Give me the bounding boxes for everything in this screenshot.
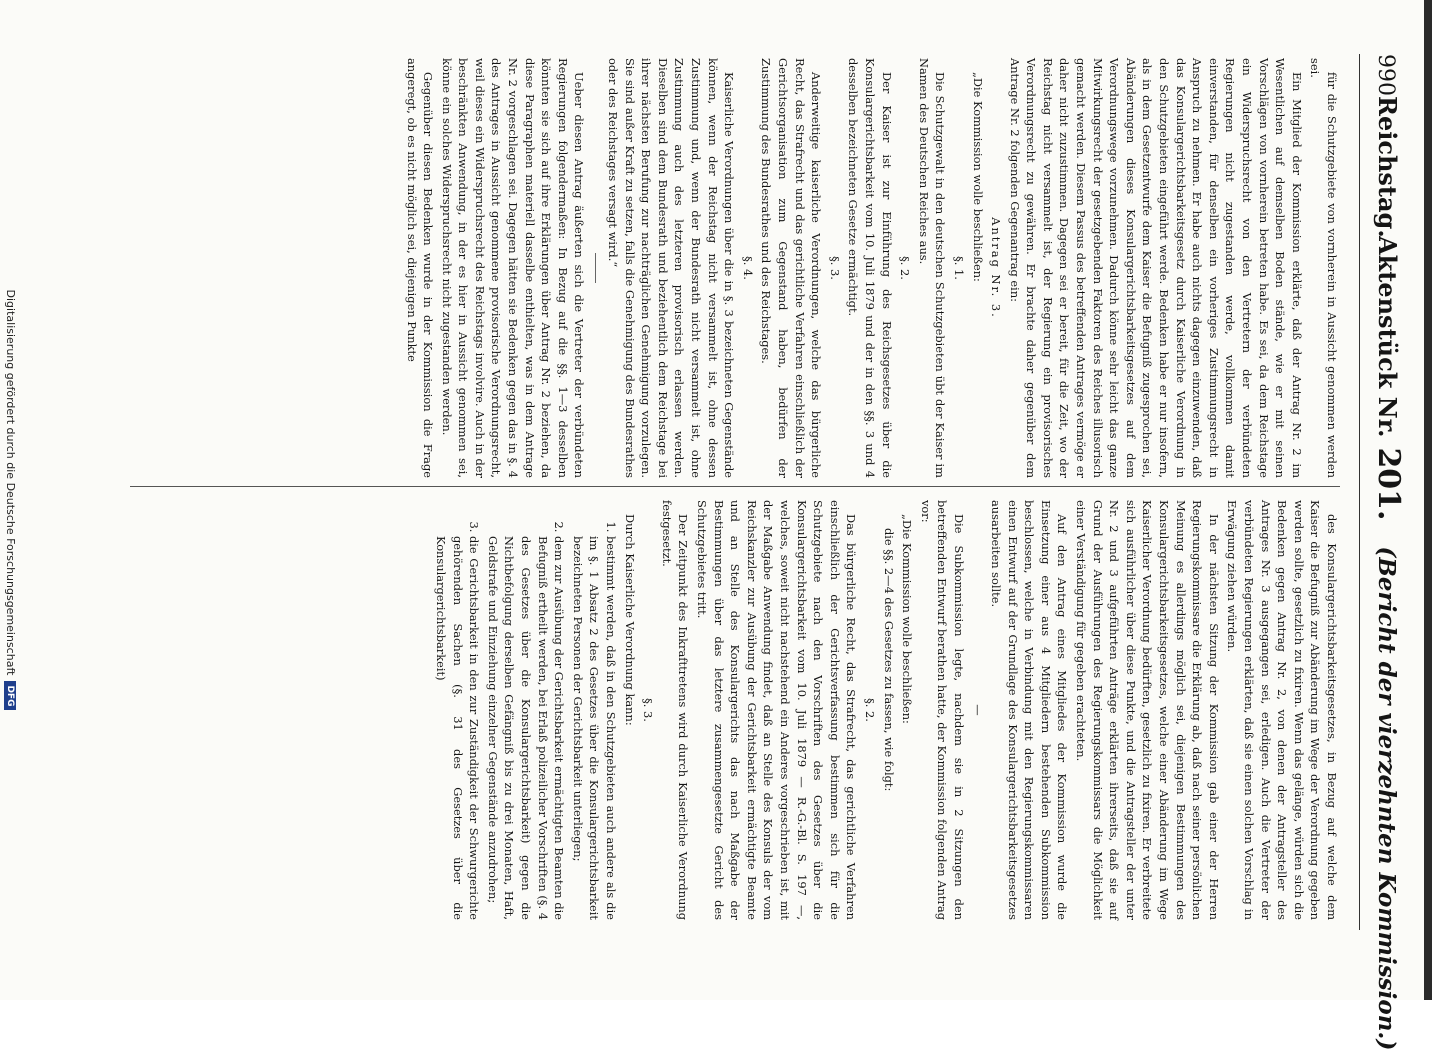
section-text: Das bürgerliche Recht, das Strafrecht, das gerichtliche Verfahren einschließlich der Gerichtsverfassung bestimmen sich für die Schutzgebiete nach den Vorschriften des Gesetzes über die Konsulargerichtsbarkeit vom 10. Juli 1879 — R.-G.-Bl. S. 197 —, welches, soweit nicht nachstehend ein Anderes vorgeschrieben ist, mit der Maßgabe Anwendung findet, daß an Stelle des Konsuls der vom Reichskanzler zur Ausübung der Gerichtsbarkeit ermächtigte Beamte und an Stelle des Konsulargerichts das nach Maßgabe der Bestimmungen über das letztere zusammengesetzte Gericht des Schutzgebietes tritt.: [695, 500, 859, 920]
paragraph: In der nächsten Sitzung der Kommission gab einer der Herren Regierungskommissare die Erklärung ab, daß nach seiner persönlichen Meinung es allerdings möglich sei, diejenigen Bestimmungen des Konsulargerichtsbarkeitsgesetzes, welche einer Abänderung im Wege Kaiserlicher Verordnung bedürften, gesetzlich zu fixiren. Er verbreitete sich ausführlicher über diese Punkte, und die Antragsteller der unter Nr. 2 und 3 aufgeführten Anträge erklärten ihrerseits, daß sie auf Grund der Ausführungen des Regierungskommissars die Möglichkeit einer Verständigung für gegeben erachteten.: [1074, 500, 1221, 920]
left-column: [401, 58, 1340, 478]
section-number: §. 2.: [898, 256, 913, 280]
paragraph: Ueber diesen Antrag äußerten sich die Vertreter der verbündeten Regierungen folgendermaßen: In Bezug auf die §§. 1—3 desselben könnten sie sich auf ihre Erklärungen über Antrag Nr. 2 beziehen, da diese Paragraphen materiell dasselbe enthielten, was in dem Antrage Nr. 2 vorgeschlagen sei. Dagegen hätten sie Bedenken gegen das in §. 4 des Antrages in Aussicht genommene provisorische Verordnungsrecht, weil dieses ein Widerspruchsrecht des Reichstags involvire. Auch in der beschränkten Anwendung, in der es hier in Aussicht genommen sei, könne ein solches Widerspruchsrecht nicht zugestanden werden.: [439, 58, 587, 478]
credit-text: Digitalisierung gefördert durch die Deutsche Forschungsgemeinschaft: [4, 289, 17, 676]
section-number: §. 3.: [641, 698, 656, 722]
document-subtitle: (Bericht der vierzehnten Kommission.): [1373, 546, 1400, 1050]
paragraph: Ein Mitglied der Kommission erklärte, daß der Antrag Nr. 2 im Wesentlichen auf demselben Boden stände, wie er mit seinen Vorschlägen von vornherein betreten habe. Es sei, da dem Reichstage ein Widerspruchsrecht von den Vertretern der verbündeten Regierungen nicht zugestanden werde, vollkommen damit einverstanden, für denselben ein vorheriges Zustimmungsrecht in Anspruch zu nehmen. Er habe auch nichts dagegen einzuwenden, daß das Konsulargerichtsbarkeitsgesetz durch Kaiserliche Verordnung in den Schutzgebieten eingeführt werde. Bedenken habe er nur insofern, als in dem Gesetzentwurfe dem Kaiser die Befugniß zugesprochen sei, Abänderungen dieses Konsulargerichtsbarkeitsgesetzes auf dem Verordnungswege vorzunehmen. Dadurch könne sehr leicht das ganze Mitwirkungsrecht der gesetzgebenden Faktoren des Reiches illusorisch gemacht werden. Diesem Passus des betreffenden Antrages vermöge er daher nicht zuzustimmen. Dagegen sei er bereit, für die Zeit, wo der Reichstag nicht versammelt ist, der Regierung ein provisorisches Verordnungsrecht zu gewähren. Er brachte daher gegenüber dem Antrage Nr. 2 folgenden Gegenantrag ein:: [1007, 58, 1304, 478]
motion-intro: „Die Kommission wolle beschließen:: [970, 72, 985, 282]
section-list: [433, 520, 620, 920]
publication-name: Reichstag.: [1373, 96, 1402, 238]
scan-edge: [1424, 0, 1432, 1000]
dfg-logo: DFG: [5, 681, 17, 710]
paragraph: Auf den Antrag eines Mitgliedes der Kommission wurde die Einsetzung einer aus 4 Mitgliedern bestehenden Subkommission beschlossen, welche in Verbindung mit den Regierungskommissaren einen Entwurf auf der Grundlage des Konsulargerichtsbarkeitsgesetzes ausarbeiten sollte.: [989, 500, 1070, 920]
list-item: 2. dem zur Ausübung der Gerichtsbarkeit ermächtigten Beamten die Befugniß ertheilt werden, bei Erlaß polizeilicher Vorschriften (§. 4 des Gesetzes über die Konsulargerichtsbarkeit) gegen die Nichtbefolgung derselben Gefängniß bis zu drei Monaten, Haft, Geldstrafe und Einziehung einzelner Gegenstände anzudrohen;: [484, 536, 567, 920]
paragraph: für die Schutzgebiete von vornherein in Aussicht genommen werden sei.: [1308, 58, 1339, 478]
motion-intro-continued: die §§. 2—4 des Gesetzes zu fassen, wie folgt:: [881, 528, 896, 792]
dash-separator: —: [970, 704, 985, 716]
page-number: 990: [1373, 54, 1398, 96]
list-item: 1. bestimmt werden, daß in den Schutzgebieten auch andere als die im §. 1 Absatz 2 des Gesetzes über die Konsulargerichtsbarkeit bezeichneten Personen der Gerichtsbarkeit unterliegen;: [569, 536, 619, 920]
motion-intro: „Die Kommission wolle beschließen:: [900, 514, 915, 724]
section-text: Der Kaiser ist zur Einführung des Reichsgesetzes über die Konsulargerichtsbarkeit vom 10. Juli 1879 und der in den §§. 3 und 4 desselben bezeichneten Gesetze ermächtigt.: [846, 58, 894, 478]
section-divider: [595, 253, 596, 283]
document-label: Aktenstück Nr.: [1373, 236, 1402, 438]
column-divider: [130, 486, 1340, 487]
page-header: [1359, 54, 1406, 1050]
paragraph: des Konsulargerichtsbarkeitsgesetzes, in Bezug auf welche dem Kaiser die Befugniß zur Abänderung im Wege der Verordnung gegeben werden sollte, gesetzlich zu fixiren. Wenn das gelänge, würden sich die Bedenken gegen Antrag Nr. 2, von denen der Antragsteller des Antrages Nr. 3 ausgegangen sei, erledigen. Auch die Vertreter der verbündeten Regierungen erklärten, daß sie einen solchen Vorschlag in Erwägung ziehen würden.: [1225, 500, 1339, 920]
list-item: 3. die Gerichtsbarkeit in den zur Zuständigkeit der Schwurgerichte gehörenden Sachen (§. 31 des Gesetzes über die Konsulargerichtsbarkeit): [433, 536, 483, 920]
section-text: Kaiserliche Verordnungen über die in §. 3 bezeichneten Gegenstände können, wenn der Reichstag nicht versammelt ist, ohne dessen Zustimmung und, wenn der Bundesrath nicht versammelt ist, ohne Zustimmung auch des letzteren provisorisch erlassen werden. Dieselben sind dem Bundesrath und beziehentlich dem Reichstage bei ihrer nächsten Berufung zur nachträglichen Genehmigung vorzulegen. Sie sind außer Kraft zu setzen, falls die Genehmigung des Bundesrathes oder des Reichstages versagt wird.“: [606, 58, 737, 478]
section-text: Die Schutzgewalt in den deutschen Schutzgebieten übt der Kaiser im Namen des Deutschen Reiches aus.: [916, 58, 948, 478]
document-number: 201.: [1371, 447, 1406, 521]
section-text: Anderweitige kaiserliche Verordnungen, welche das bürgerliche Recht, das Strafrecht und das gerichtliche Verfahren einschließlich der Gerichtsorganisation zum Gegenstand haben, bedürfen der Zustimmung des Bundesrathes und des Reichstages.: [759, 58, 824, 478]
section-number: §. 4.: [740, 256, 755, 280]
section-text: Der Zeitpunkt des Inkrafttretens wird durch Kaiserliche Verordnung festgesetzt.: [659, 500, 691, 920]
section-intro: Durch Kaiserliche Verordnung kann:: [622, 514, 637, 726]
right-column: [431, 500, 1340, 920]
antrag-heading: Antrag Nr. 3.: [989, 217, 1004, 319]
digitization-credit: [4, 0, 17, 1000]
paragraph: Gegenüber diesen Bedenken wurde in der Kommission die Frage angeregt, ob es nicht möglich sei, diejenigen Punkte: [404, 58, 436, 478]
section-number: §. 2.: [862, 698, 877, 722]
section-number: §. 1.: [951, 256, 966, 280]
paragraph: Die Subkommission legte, nachdem sie in 2 Sitzungen den betreffenden Entwurf berathen hatte, der Kommission folgenden Antrag vor:: [918, 500, 966, 920]
section-number: §. 3.: [827, 256, 842, 280]
